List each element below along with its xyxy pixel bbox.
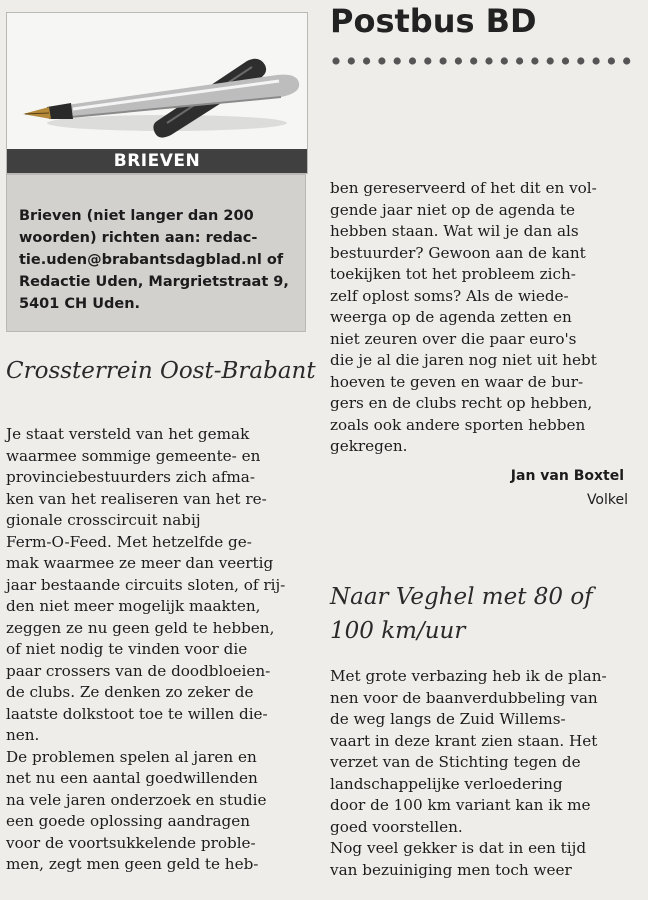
text-line: hebben staan. Wat wil je dan als [330, 222, 579, 240]
text-line: gers en de clubs recht op hebben, [330, 394, 593, 412]
text-line: provinciebestuurders zich afma- [6, 468, 255, 486]
text-line: of niet nodig te vinden voor die [6, 640, 248, 658]
divider-dot [623, 57, 630, 64]
text-line: voor de voortsukkelende proble- [6, 833, 256, 852]
text-line: ben gereserveerd of het dit en vol- [330, 179, 597, 197]
text-line: landschappelijke verloedering [330, 774, 563, 793]
text-line: toekijken tot het probleem zich- [330, 265, 576, 283]
text-line: nen voor de baanverdubbeling van [330, 688, 598, 707]
text-line: bestuurder? Gewoon aan de kant [330, 243, 586, 262]
divider-dot [348, 57, 355, 64]
text-line: gionale crosscircuit nabij [6, 511, 201, 529]
letter1-body-left [6, 424, 285, 876]
letter1-title: Crossterrein Oost-Brabant [6, 358, 316, 384]
title-line: Naar Veghel met 80 of [330, 584, 593, 610]
text-line: ken van het realiseren van het re- [6, 489, 267, 508]
text-line: Je staat versteld van het gemak [6, 425, 250, 443]
text-line: gekregen. [330, 437, 408, 455]
info-line: Redactie Uden, Margrietstraat 9, [19, 274, 289, 290]
brieven-label: BRIEVEN [7, 149, 307, 173]
divider-dot [363, 57, 370, 64]
divider-dot [547, 57, 554, 64]
info-line: 5401 CH Uden. [19, 296, 141, 312]
text-line: door de 100 km variant kan ik me [330, 796, 591, 814]
divider-dot [485, 57, 492, 64]
info-line: woorden) richten aan: redac- [19, 230, 258, 246]
text-line: goed voorstellen. [330, 817, 463, 836]
text-line: mak waarmee ze meer dan veertig [6, 554, 274, 572]
text-line: waarmee sommige gemeente- en [6, 446, 261, 465]
letter2-title [330, 580, 593, 648]
text-line: van bezuiniging men toch weer [330, 860, 572, 879]
text-line: zelf oplost soms? Als de wiede- [330, 286, 569, 305]
text-line: jaar bestaande circuits sloten, of rij- [6, 575, 286, 594]
text-line: hoeven te geven en waar de bur- [330, 372, 584, 391]
letter2-body [330, 666, 607, 881]
right-column [320, 0, 648, 900]
divider-dot [470, 57, 477, 64]
text-line: nen. [6, 726, 40, 744]
divider-dot [516, 57, 523, 64]
divider-dot [608, 57, 615, 64]
divider-dot [332, 57, 339, 64]
masthead-title: Postbus BD [330, 2, 537, 40]
divider-dot [409, 57, 416, 64]
text-line: Met grote verbazing heb ik de plan- [330, 667, 607, 685]
divider-dot [394, 57, 401, 64]
text-line: Nog veel gekker is dat in een tijd [330, 839, 587, 857]
text-line: Ferm-O-Feed. Met hetzelfde ge- [6, 532, 252, 551]
dotted-divider [332, 56, 632, 66]
letter1-body-right [330, 178, 597, 458]
divider-dot [531, 57, 538, 64]
text-line: den niet meer mogelijk maakten, [6, 597, 261, 615]
divider-dot [577, 57, 584, 64]
letter1-author: Jan van Boxtel [510, 468, 624, 484]
text-line: verzet van de Stichting tegen de [330, 753, 581, 771]
divider-dot [593, 57, 600, 64]
text-line: niet zeuren over die paar euro's [330, 329, 577, 348]
text-line: weerga op de agenda zetten en [330, 308, 572, 326]
text-line: gende jaar niet op de agenda te [330, 200, 575, 219]
text-line: die je al die jaren nog niet uit hebt [330, 351, 597, 369]
text-line: zeggen ze nu geen geld te hebben, [6, 618, 275, 637]
text-line: de weg langs de Zuid Willems- [330, 710, 566, 728]
divider-dot [455, 57, 462, 64]
text-line: zoals ook andere sporten hebben [330, 415, 586, 434]
letter1-place: Volkel [586, 492, 628, 508]
divider-dot [378, 57, 385, 64]
text-line: De problemen spelen al jaren en [6, 747, 257, 766]
text-line: vaart in deze krant zien staan. Het [330, 731, 598, 750]
divider-dot [562, 57, 569, 64]
info-line: Brieven (niet langer dan 200 [19, 208, 254, 224]
divider-dot [440, 57, 447, 64]
text-line: net nu een aantal goedwillenden [6, 769, 258, 787]
text-line: na vele jaren onderzoek en studie [6, 790, 267, 809]
divider-dot [501, 57, 508, 64]
divider-dot [424, 57, 431, 64]
text-line: paar crossers van de doodbloeien- [6, 661, 271, 680]
left-column [0, 0, 318, 900]
text-line: laatste dolkstoot toe te willen die- [6, 704, 268, 723]
text-line: men, zegt men geen geld te heb- [6, 855, 259, 873]
text-line: een goede oplossing aandragen [6, 812, 251, 830]
title-line: 100 km/uur [330, 618, 466, 644]
info-line: tie.uden@brabantsdagblad.nl of [19, 252, 284, 268]
text-line: de clubs. Ze denken zo zeker de [6, 683, 254, 701]
brieven-header [6, 12, 308, 174]
fountain-pen-icon [7, 13, 307, 153]
submission-info [6, 174, 306, 332]
